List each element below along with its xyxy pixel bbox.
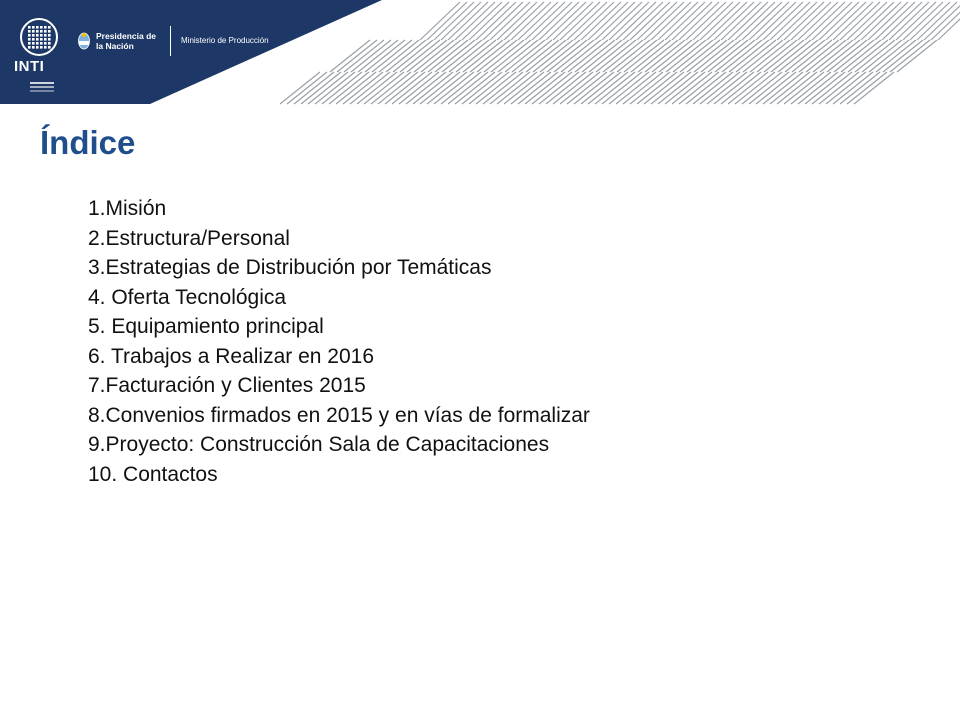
- index-list: [88, 194, 590, 489]
- index-item: 3.Estrategias de Distribución por Temáticas: [88, 256, 492, 279]
- presidencia-label: Presidencia de la Nación: [96, 31, 157, 51]
- index-item: 8.Convenios firmados en 2015 y en vías de formalizar: [88, 403, 590, 427]
- index-item: 4. Oferta Tecnológica: [88, 285, 287, 309]
- inti-logo: [0, 0, 70, 104]
- index-item: 7.Facturación y Clientes 2015: [88, 374, 366, 397]
- inti-bars-icon: [0, 80, 70, 100]
- inti-wordmark: INTI: [14, 58, 45, 75]
- index-item: 5. Equipamiento principal: [88, 315, 324, 338]
- ministerio-label: Ministerio de Producción: [181, 36, 269, 45]
- index-item: 10. Contactos: [88, 462, 218, 486]
- index-item: 1.Misión: [88, 197, 167, 220]
- coat-of-arms-icon: [78, 32, 90, 50]
- logo-divider: [170, 26, 171, 56]
- index-item: 2.Estructura/Personal: [88, 226, 290, 250]
- slide-title: Índice: [40, 124, 136, 161]
- inti-grid-icon: [0, 0, 70, 58]
- index-item: 6. Trabajos a Realizar en 2016: [88, 344, 375, 368]
- government-logos: [78, 26, 269, 56]
- index-item: 9.Proyecto: Construcción Sala de Capacitaciones: [88, 433, 550, 456]
